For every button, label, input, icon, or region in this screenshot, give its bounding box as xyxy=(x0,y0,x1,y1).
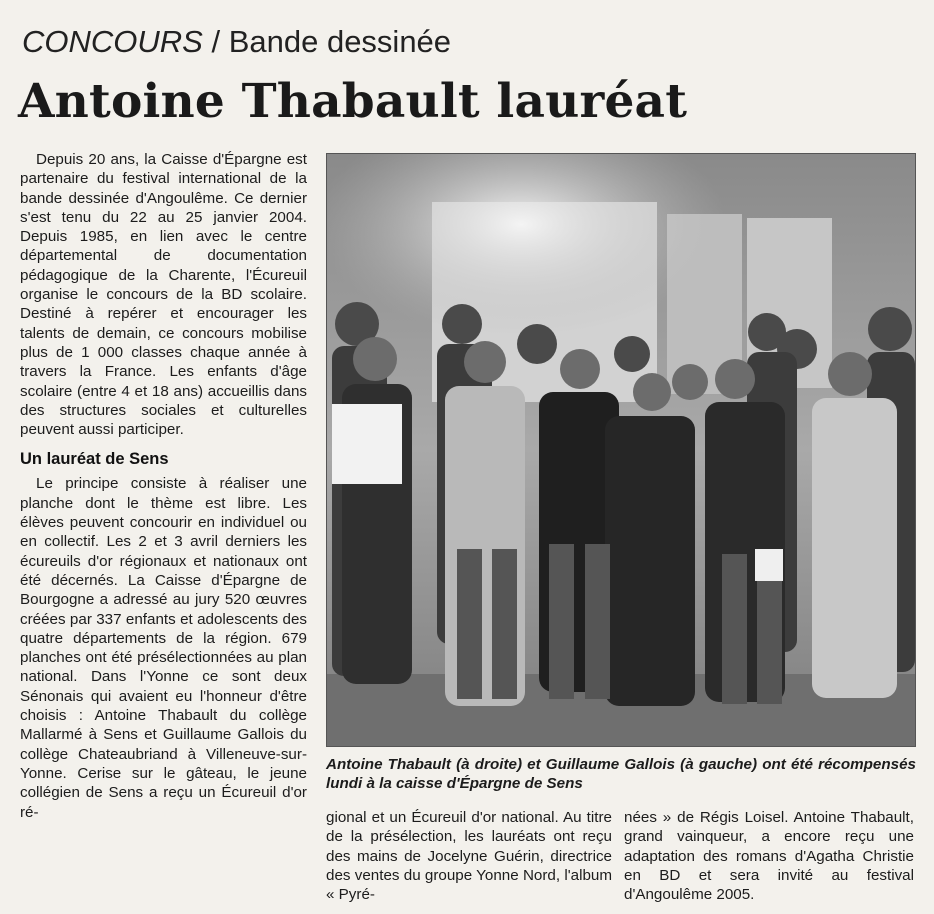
article-paragraph-4: nées » de Régis Loisel. Antoine Thabault, grand vainqueur, a encore reçu une adaptation des romans d'Agatha Christie en BD et sera invité au festival d'Angoulême 2005. xyxy=(624,809,914,904)
group-photo-image xyxy=(327,154,915,746)
group-photo xyxy=(326,153,916,747)
kicker-section: CONCOURS xyxy=(22,24,203,59)
article-paragraph-1: Depuis 20 ans, la Caisse d'Épargne est partenaire du festival international de la bande dessinée d'Angoulême. Ce dernier s'est tenu du 22 au 25 janvier 2004. Depuis 1985, en lien avec le centre départemental de documentation pédagogique de la Charente, l'Écureuil organise le concours de la BD scolaire. Destiné à repérer et encourager les talents de demain, ce concours mobilise plus de 1 000 classes chaque année à travers la France. Les enfants d'âge scolaire (entre 4 et 18 ans) accueillis dans des structures sociales et culturelles peuvent aussi participer. xyxy=(20,151,307,439)
kicker-topic: / Bande dessinée xyxy=(211,24,452,59)
article-paragraph-2: Le principe consiste à réaliser une planche dont le thème est libre. Les élèves peuvent concourir en individuel ou en collectif. Les 2 et 3 avril derniers les écureuils d'or régionaux et nationaux ont été décernés. La Caisse d'Épargne de Bourgogne a adressé au jury 520 œuvres créées par 337 enfants et adolescents des quatre départements de la région. 679 planches ont été présélectionnées au plan national. Dans l'Yonne ce sont deux Sénonais qui avaient eu l'honneur d'être choisis : Antoine Thabault du collège Mallarmé à Sens et Guillaume Gallois du collège Chateaubriand à Villeneuve-sur-Yonne. Cerise sur le gâteau, le jeune collégien de Sens a reçu un Écureuil d'or ré- xyxy=(20,475,307,821)
article-subheading: Un lauréat de Sens xyxy=(20,450,169,469)
headline: Antoine Thabault lauréat xyxy=(18,74,688,129)
article-column-left xyxy=(20,150,307,822)
photo-caption: Antoine Thabault (à droite) et Guillaume Gallois (à gauche) ont été récompensés lundi à la caisse d'Épargne de Sens xyxy=(326,756,916,792)
article-paragraph-3: gional et un Écureuil d'or national. Au titre de la présélection, les lauréats ont reçu des mains de Jocelyne Guérin, directrice des ventes du groupe Yonne Nord, l'album « Pyré- xyxy=(326,809,612,904)
article-column-middle xyxy=(326,808,612,904)
article-column-right xyxy=(624,808,914,904)
section-kicker xyxy=(22,22,451,62)
